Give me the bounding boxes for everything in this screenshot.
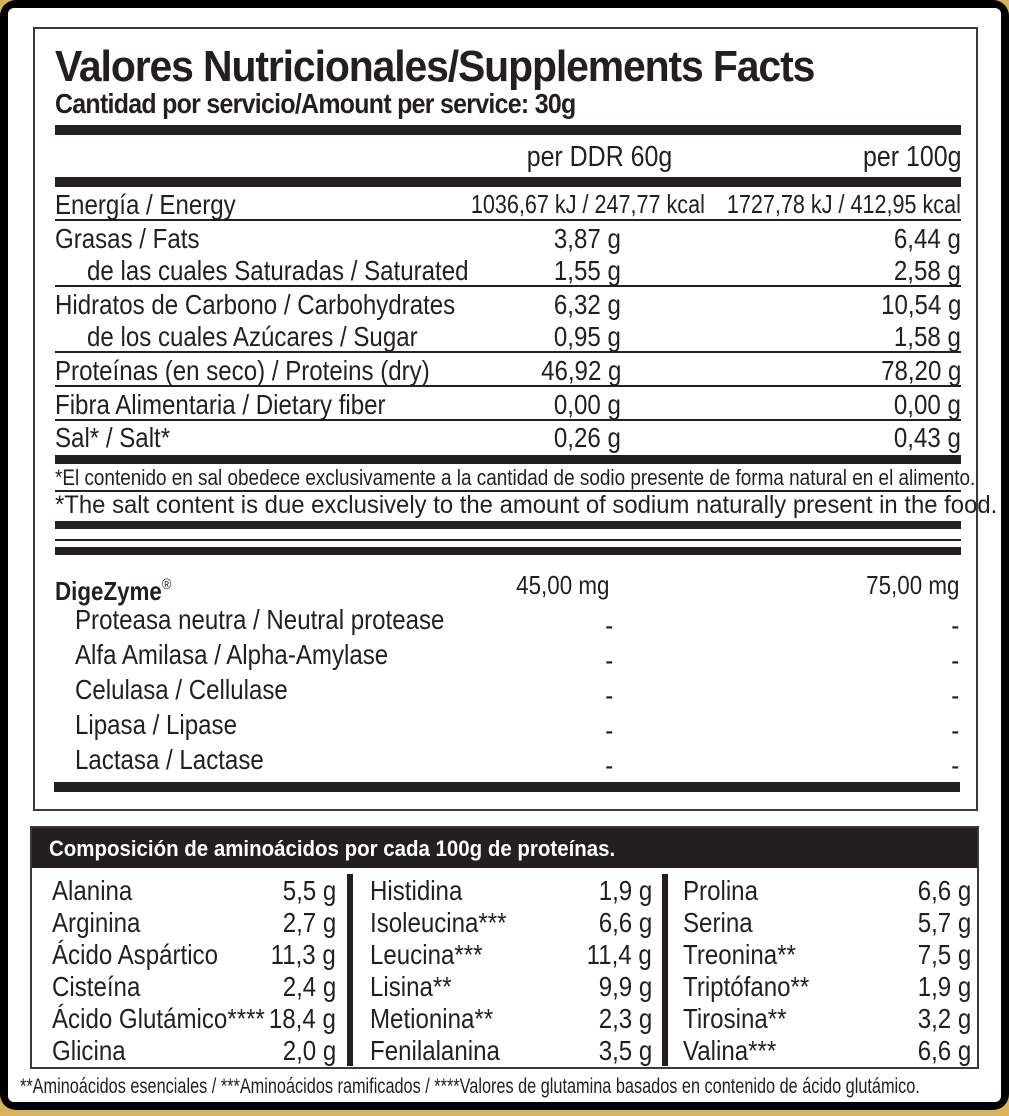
column-separator: [347, 874, 353, 1066]
amino-value: 2,0 g: [282, 1035, 336, 1066]
nutrient-value-100g: 78,20 g: [880, 355, 961, 386]
thick-divider: [55, 521, 961, 529]
nutrient-value-ddr: 0,00 g: [554, 389, 621, 420]
digezyme-row: [55, 568, 961, 606]
amino-value: 2,3 g: [598, 1003, 652, 1034]
enzyme-value-100g: -: [950, 610, 959, 641]
amino-row: [683, 1004, 971, 1036]
enzyme-value-ddr: -: [604, 715, 613, 746]
nutrient-value-100g: 0,00 g: [894, 389, 961, 420]
nutrition-row-fats: [55, 222, 961, 255]
thin-divider: [55, 539, 961, 541]
nutrient-value-100g: 6,44 g: [894, 223, 961, 254]
amino-value: 5,5 g: [282, 875, 336, 906]
enzyme-value-ddr: -: [604, 645, 613, 676]
amino-name: Isoleucina***: [370, 907, 507, 938]
amino-row: [52, 908, 336, 940]
nutrient-label: Sal* / Salt*: [55, 422, 171, 453]
enzyme-label: Alfa Amilasa / Alpha-Amylase: [75, 639, 389, 670]
nutrient-value-ddr: 1,55 g: [554, 255, 621, 286]
enzyme-row: [55, 743, 961, 781]
nutrient-label: Hidratos de Carbono / Carbohydrates: [55, 289, 456, 320]
amino-name: Prolina: [683, 875, 758, 906]
nutrient-value-ddr: 0,26 g: [554, 422, 621, 453]
amino-name: Alanina: [52, 875, 133, 906]
amino-column-2: [370, 876, 652, 1066]
amino-value: 3,5 g: [598, 1035, 652, 1066]
amino-value: 3,2 g: [917, 1003, 971, 1034]
amino-row: [370, 876, 652, 908]
amino-row: [370, 1004, 652, 1036]
enzyme-row: [55, 603, 961, 641]
nutrition-row-proteins: [55, 354, 961, 387]
digezyme-value-ddr: 45,00 mg: [515, 570, 609, 600]
enzyme-label: Lipasa / Lipase: [75, 709, 237, 740]
amino-value: 6,6 g: [917, 875, 971, 906]
enzyme-value-100g: -: [950, 715, 959, 746]
amino-name: Serina: [683, 907, 753, 938]
thick-divider: [54, 782, 960, 792]
amino-row: [52, 876, 336, 908]
nutrient-value-100g: 2,58 g: [894, 255, 961, 286]
amino-value: 1,9 g: [598, 875, 652, 906]
amino-row: [683, 1036, 971, 1068]
thick-divider: [55, 177, 961, 187]
amino-value: 5,7 g: [917, 907, 971, 938]
amino-value: 2,7 g: [282, 907, 336, 938]
amino-row: [370, 940, 652, 972]
amino-row: [370, 1036, 652, 1068]
enzyme-value-100g: -: [950, 750, 959, 781]
nutrition-row-fiber: [55, 388, 961, 421]
amino-value: 9,9 g: [598, 971, 652, 1002]
column-header-100g: per 100g: [862, 141, 961, 173]
digezyme-value-100g: 75,00 mg: [865, 570, 959, 600]
amino-value: 11,3 g: [270, 939, 336, 970]
amino-name: Lisina**: [370, 971, 452, 1002]
amino-name: Triptófano**: [683, 971, 810, 1002]
amino-value: 2,4 g: [282, 971, 336, 1002]
amino-value: 7,5 g: [917, 939, 971, 970]
amino-name: Histidina: [370, 875, 463, 906]
amino-row: [683, 972, 971, 1004]
enzyme-value-100g: -: [950, 645, 959, 676]
amino-name: Leucina***: [370, 939, 483, 970]
enzyme-value-ddr: -: [604, 750, 613, 781]
nutrient-value-100g: 10,54 g: [880, 289, 961, 320]
thick-divider: [55, 125, 961, 135]
column-header-ddr: per DDR 60g: [526, 141, 672, 173]
amino-row: [52, 1036, 336, 1068]
amino-value: 18,4 g: [269, 1003, 336, 1034]
nutrient-value-100g: 0,43 g: [894, 422, 961, 453]
digezyme-label: DigeZyme®: [55, 576, 172, 606]
amino-column-3: [683, 876, 971, 1066]
amino-value: 6,6 g: [598, 907, 652, 938]
label-title: Valores Nutricionales/Supplements Facts: [55, 42, 815, 91]
amino-value: 1,9 g: [917, 971, 971, 1002]
nutrition-row-energy: [55, 188, 961, 221]
nutrient-value-ddr: 3,87 g: [554, 223, 621, 254]
amino-name: Ácido Aspártico: [52, 939, 218, 970]
amino-name: Ácido Glutámico****: [52, 1003, 265, 1034]
nutrient-label: Fibra Alimentaria / Dietary fiber: [55, 389, 386, 420]
serving-size: Cantidad por servicio/Amount per service: 30g: [55, 88, 576, 119]
registered-mark: ®: [161, 576, 172, 593]
amino-row: [52, 940, 336, 972]
amino-name: Fenilalanina: [370, 1035, 500, 1066]
nutrient-value-ddr: 1036,67 kJ / 247,77 kcal: [471, 189, 705, 219]
nutrient-value-100g: 1727,78 kJ / 412,95 kcal: [727, 189, 961, 219]
nutrition-row-salt: [55, 421, 961, 454]
nutrition-row-saturated: [55, 254, 961, 287]
amino-row: [52, 972, 336, 1004]
enzyme-value-ddr: -: [604, 680, 613, 711]
amino-name: Metionina**: [370, 1003, 494, 1034]
amino-value: 11,4 g: [586, 939, 652, 970]
nutrient-value-ddr: 6,32 g: [554, 289, 621, 320]
enzyme-row: [55, 708, 961, 746]
nutrition-row-carbohydrates: [55, 288, 961, 321]
amino-acid-header: Composición de aminoácidos por cada 100g de proteínas.: [32, 828, 977, 868]
nutrient-value-ddr: 0,95 g: [554, 321, 621, 352]
amino-row: [683, 876, 971, 908]
amino-row: [52, 1004, 336, 1036]
amino-name: Glicina: [52, 1035, 126, 1066]
enzyme-value-100g: -: [950, 680, 959, 711]
nutrient-value-100g: 1,58 g: [894, 321, 961, 352]
nutrient-label: de las cuales Saturadas / Saturated: [87, 255, 469, 286]
amino-row: [683, 908, 971, 940]
amino-name: Valina***: [683, 1035, 777, 1066]
column-separator: [662, 874, 668, 1066]
amino-value: 6,6 g: [917, 1035, 971, 1066]
nutrient-label: Proteínas (en seco) / Proteins (dry): [55, 355, 430, 386]
enzyme-row: [55, 673, 961, 711]
salt-note-es: *El contenido en sal obedece exclusivamente a la cantidad de sodio presente de forma natural en el alimento.: [55, 465, 976, 490]
nutrient-label: de los cuales Azúcares / Sugar: [87, 321, 418, 352]
amino-row: [370, 908, 652, 940]
amino-row: [683, 940, 971, 972]
thick-divider: [55, 547, 961, 555]
enzyme-value-ddr: -: [604, 610, 613, 641]
nutrient-label: Energía / Energy: [55, 189, 236, 220]
amino-name: Treonina**: [683, 939, 796, 970]
amino-row: [370, 972, 652, 1004]
nutrient-value-ddr: 46,92 g: [540, 355, 621, 386]
amino-column-1: [52, 876, 336, 1066]
enzyme-label: Celulasa / Cellulase: [75, 674, 288, 705]
amino-name: Arginina: [52, 907, 141, 938]
amino-footnote: **Aminoácidos esenciales / ***Aminoácidos ramificados / ****Valores de glutamina basados en contenido de ácido glutámico.: [20, 1075, 920, 1098]
amino-name: Cisteína: [52, 971, 141, 1002]
nutrient-label: Grasas / Fats: [55, 223, 200, 254]
enzyme-label: Proteasa neutra / Neutral protease: [75, 604, 445, 635]
enzyme-row: [55, 638, 961, 676]
enzyme-label: Lactasa / Lactase: [75, 744, 264, 775]
amino-acid-box: [30, 826, 979, 1069]
amino-name: Tirosina**: [683, 1003, 787, 1034]
salt-note-en: *The salt content is due exclusively to the amount of sodium naturally present in the food.: [55, 491, 998, 519]
thick-divider: [55, 455, 961, 464]
nutrition-row-sugar: [55, 320, 961, 353]
